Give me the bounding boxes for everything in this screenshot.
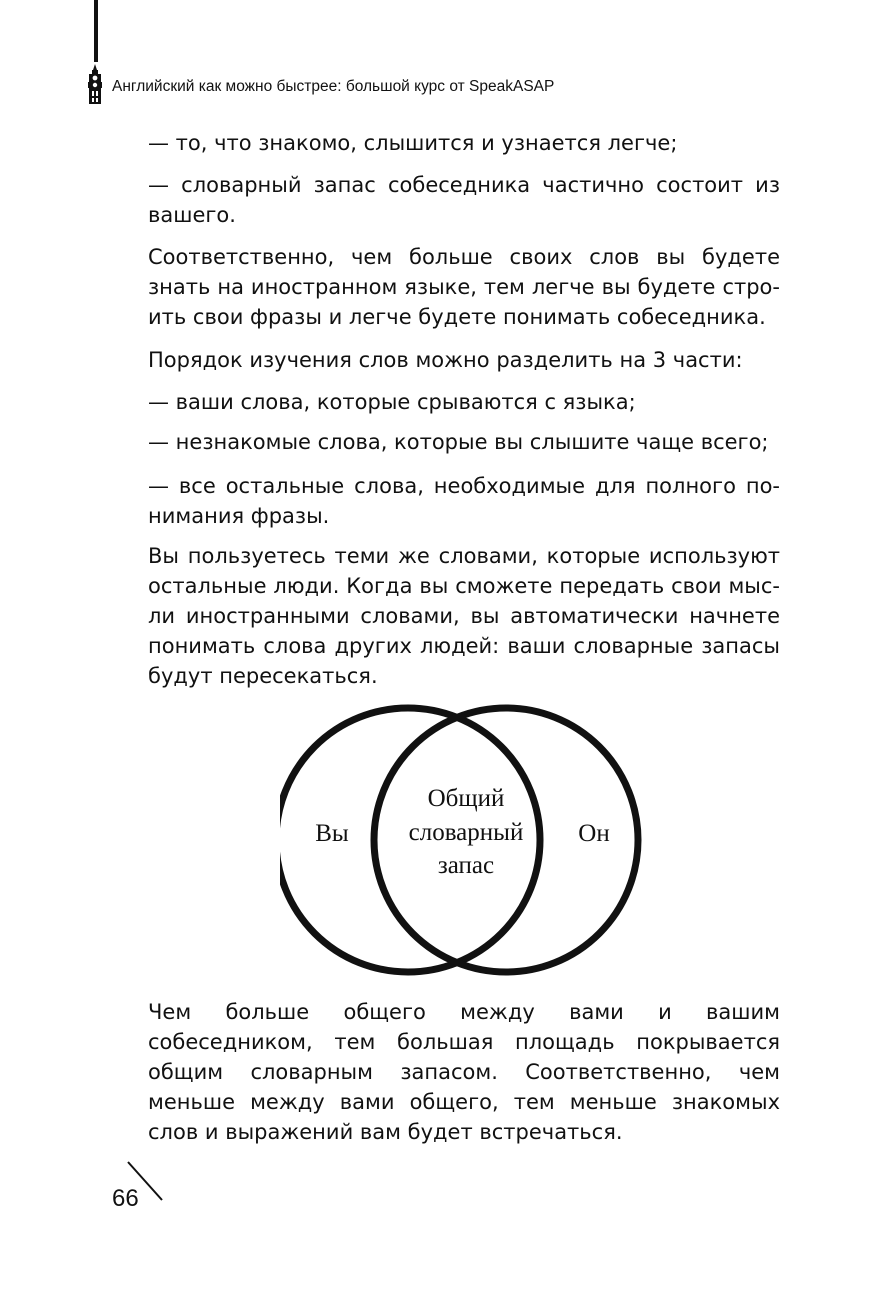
paragraph-word-order: Порядок изучения слов можно разделить на 3 части: xyxy=(148,348,743,372)
paragraph-more-common: Чем больше общего между вами и вашим собеседником, тем большая площадь покрывается общим словарным запасом. Соответственно, чем меньше между вами общего, тем меньше знакомых слов и выражений вам будет встречаться. xyxy=(148,1000,780,1144)
running-header-title: Английский как можно быстрее: большой курс от SpeakASAP xyxy=(112,78,555,95)
big-ben-icon xyxy=(84,64,106,104)
list-item-vocabulary-overlap: — словарный запас собеседника частично состоит из вашего. xyxy=(148,173,780,227)
list-item-your-words: — ваши слова, которые срываются с языка; xyxy=(148,390,636,414)
venn-center-line-1: Общий xyxy=(427,785,505,812)
paragraph-same-words: Вы пользуетесь теми же словами, которые используют остальные люди. Когда вы сможете передать свои мысли иностранными словами, вы автоматически начнете понимать слова других людей: ваши словарные запасы будут пересекаться. xyxy=(148,544,780,688)
venn-center-line-3: запас xyxy=(437,852,495,879)
venn-right-label: Он xyxy=(578,820,610,847)
paragraph-consequently: Соответственно, чем больше своих слов вы будете знать на иностранном языке, тем легче вы будете строить свои фразы и легче будете понимать собеседника. xyxy=(148,245,780,329)
venn-center-line-2: словарный xyxy=(408,819,524,846)
venn-diagram xyxy=(280,700,650,980)
list-item-familiar: — то, что знакомо, слышится и узнается легче; xyxy=(148,131,678,155)
list-item-unknown-words: — незнакомые слова, которые вы слышите чаще всего; xyxy=(148,430,769,454)
list-item-other-words: — все остальные слова, необходимые для полного понимания фразы. xyxy=(148,474,780,528)
page-number: 66 xyxy=(112,1185,139,1212)
venn-left-label: Вы xyxy=(315,820,349,847)
header-rule xyxy=(94,0,98,62)
